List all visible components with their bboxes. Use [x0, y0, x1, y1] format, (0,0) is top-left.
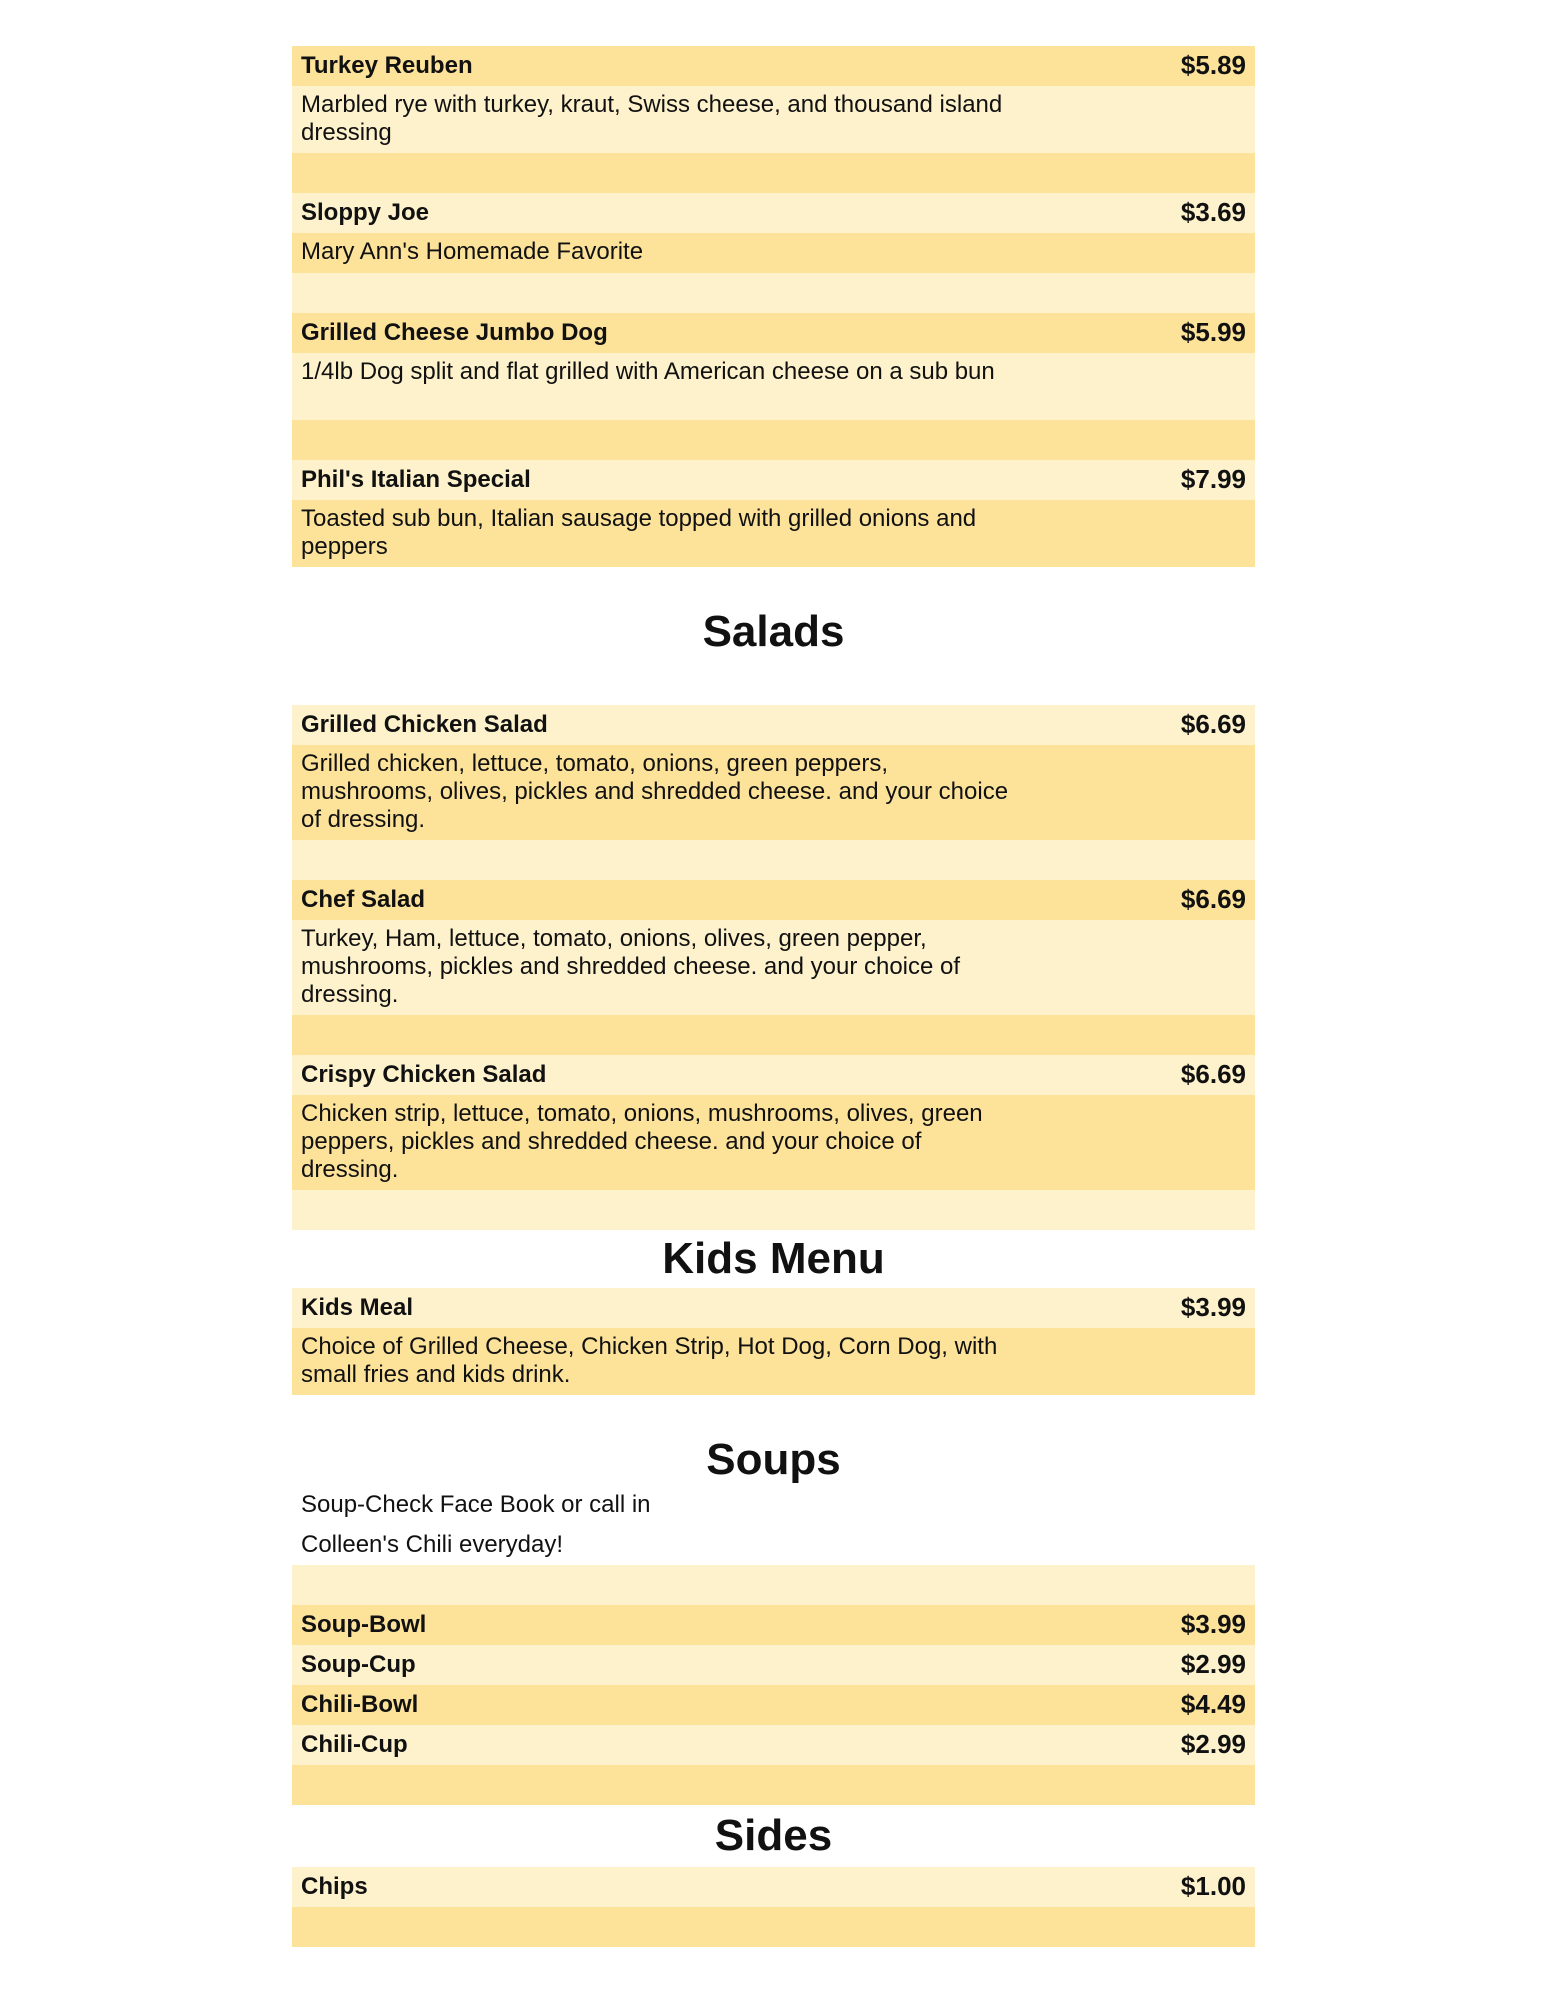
item-name: Chips — [301, 1873, 368, 1900]
item-description-row — [292, 1328, 1255, 1395]
item-description-row — [292, 1095, 1255, 1190]
item-description-row — [292, 500, 1255, 567]
soup-note-row — [292, 1525, 1255, 1565]
item-name: Soup-Cup — [301, 1651, 416, 1678]
item-name: Chili-Bowl — [301, 1691, 419, 1718]
gap — [292, 567, 1255, 607]
item-price: $3.69 — [1180, 197, 1246, 227]
item-name: Sloppy Joe — [301, 199, 430, 226]
item-name: Turkey Reuben — [301, 52, 473, 79]
menu-item-sloppy-joe — [292, 193, 1255, 233]
item-description: Choice of Grilled Cheese, Chicken Strip, Hot Dog, Corn Dog, with small fries and kids drink. — [301, 1333, 998, 1388]
menu-item-chef-salad — [292, 880, 1255, 920]
section-heading-soups: Soups — [292, 1435, 1255, 1485]
spacer-row — [292, 1907, 1255, 1947]
menu-item-chips — [292, 1867, 1255, 1907]
item-description: Chicken strip, lettuce, tomato, onions, mushrooms, olives, green peppers, pickles and shredded cheese. and your choice of dressing. — [301, 1100, 983, 1183]
menu-item-chili-bowl — [292, 1685, 1255, 1725]
menu-item-chili-cup — [292, 1725, 1255, 1765]
spacer-row — [292, 420, 1255, 460]
soup-note-row — [292, 1485, 1255, 1525]
soup-note: Colleen's Chili everyday! — [301, 1531, 564, 1558]
item-price: $6.69 — [1180, 884, 1246, 914]
menu-item-grilled-cheese-jumbo-dog — [292, 313, 1255, 353]
item-description-row — [292, 745, 1255, 840]
item-name: Phil's Italian Special — [301, 466, 531, 493]
item-description-row — [292, 920, 1255, 1015]
item-description: 1/4lb Dog split and flat grilled with American cheese on a sub bun — [301, 358, 995, 385]
item-price: $3.99 — [1180, 1292, 1246, 1322]
item-description-row — [292, 353, 1255, 420]
gap — [292, 1395, 1255, 1435]
item-description-row — [292, 233, 1255, 273]
gap — [292, 657, 1255, 705]
menu-item-soup-bowl — [292, 1605, 1255, 1645]
menu-item-phils-italian-special — [292, 460, 1255, 500]
spacer-row — [292, 840, 1255, 880]
menu-item-soup-cup — [292, 1645, 1255, 1685]
spacer-row — [292, 1015, 1255, 1055]
item-description: Toasted sub bun, Italian sausage topped with grilled onions and peppers — [301, 505, 977, 560]
item-description: Mary Ann's Homemade Favorite — [301, 238, 644, 265]
item-price: $3.99 — [1180, 1609, 1246, 1639]
item-price: $2.99 — [1180, 1729, 1246, 1759]
soup-note: Soup-Check Face Book or call in — [301, 1491, 651, 1518]
menu-item-crispy-chicken-salad — [292, 1055, 1255, 1095]
item-name: Grilled Chicken Salad — [301, 711, 548, 738]
item-name: Crispy Chicken Salad — [301, 1061, 547, 1088]
section-heading-sides: Sides — [292, 1805, 1255, 1867]
spacer-row — [292, 1565, 1255, 1605]
menu-item-kids-meal — [292, 1288, 1255, 1328]
item-price: $7.99 — [1180, 464, 1246, 494]
item-description-row — [292, 86, 1255, 153]
item-description: Marbled rye with turkey, kraut, Swiss cheese, and thousand island dressing — [301, 91, 1003, 146]
section-heading-salads: Salads — [292, 607, 1255, 657]
item-name: Grilled Cheese Jumbo Dog — [301, 319, 608, 346]
spacer-row — [292, 153, 1255, 193]
menu-item-turkey-reuben — [292, 46, 1255, 86]
item-name: Chef Salad — [301, 886, 426, 913]
section-heading-kids-menu: Kids Menu — [292, 1230, 1255, 1288]
spacer-row — [292, 1190, 1255, 1230]
spacer-row — [292, 273, 1255, 313]
item-price: $1.00 — [1180, 1871, 1246, 1901]
item-description: Turkey, Ham, lettuce, tomato, onions, olives, green pepper, mushrooms, pickles and shredded cheese. and your choice of dressing. — [301, 925, 961, 1008]
item-name: Kids Meal — [301, 1294, 414, 1321]
spacer-row — [292, 1765, 1255, 1805]
item-price: $2.99 — [1180, 1649, 1246, 1679]
item-description: Grilled chicken, lettuce, tomato, onions, green peppers, mushrooms, olives, pickles and shredded cheese. and your choice of dressing. — [301, 750, 1009, 833]
item-price: $4.49 — [1180, 1689, 1246, 1719]
item-name: Chili-Cup — [301, 1731, 408, 1758]
item-price: $5.89 — [1180, 50, 1246, 80]
menu-item-grilled-chicken-salad — [292, 705, 1255, 745]
item-price: $6.69 — [1180, 1059, 1246, 1089]
item-price: $5.99 — [1180, 317, 1246, 347]
menu-page — [292, 46, 1255, 1947]
item-price: $6.69 — [1180, 709, 1246, 739]
item-name: Soup-Bowl — [301, 1611, 427, 1638]
